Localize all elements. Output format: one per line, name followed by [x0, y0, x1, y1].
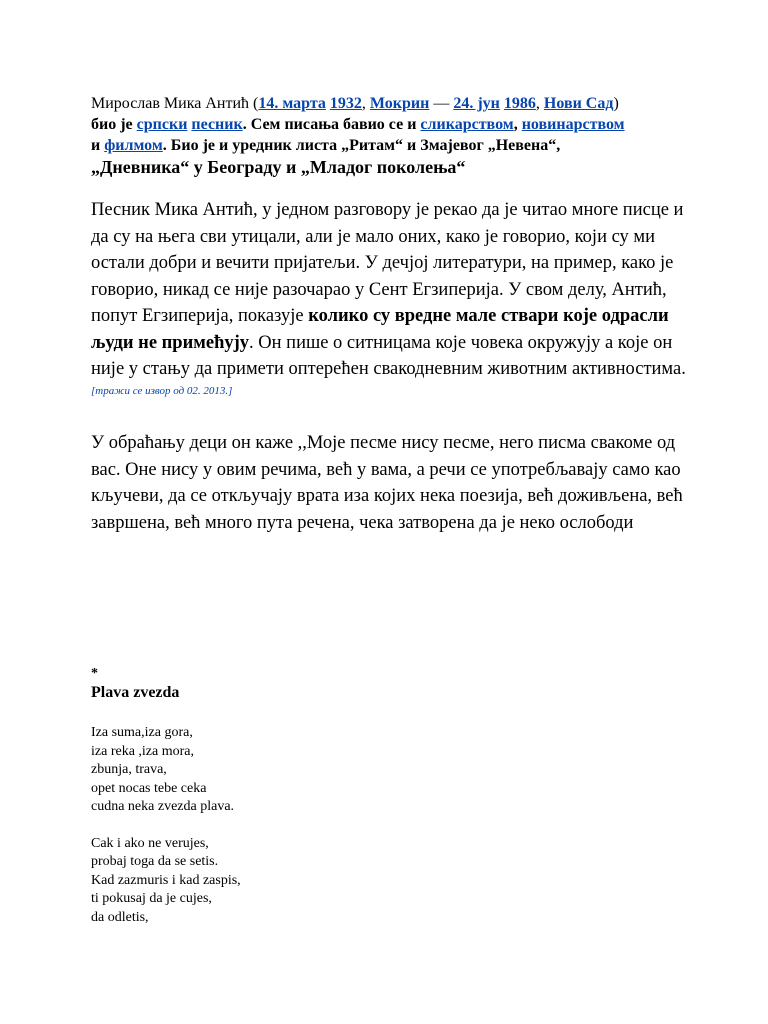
- poem-line: iza reka ,iza mora,: [91, 743, 194, 759]
- link-birth-year[interactable]: 1932: [329, 95, 362, 112]
- section-star: *: [91, 666, 98, 681]
- poem-line: Iza suma,iza gora,: [91, 725, 193, 740]
- intro-line-1: Мирослав Мика Антић (14. марта 1932, Мокрин — 24. јун 1986, Нови Сад): [91, 95, 619, 112]
- paragraph-quote: У обраћању деци он каже ,,Моје песме нису песме, него писма свакоме од вас. Оне нису у овим речима, већ у вама, а речи се употребљавају само као кључеви, да се откључају врата иза којих нека поезија, већ доживљена, већ завршена, већ много пута речена, чека затворена да је неко ослободи: [91, 433, 683, 533]
- intro-paragraph: [91, 93, 691, 179]
- poem-line: cudna neka zvezda plava.: [91, 799, 235, 814]
- link-death-date[interactable]: 24. јун: [453, 95, 500, 112]
- link-profession[interactable]: песник: [191, 116, 243, 133]
- link-birth-date[interactable]: 14. марта: [258, 95, 326, 112]
- author-name: Мирослав Мика Антић: [91, 95, 250, 112]
- link-death-place[interactable]: Нови Сад: [543, 95, 614, 112]
- intro-line-4: „Дневника“ у Београду и „Младог поколења“: [91, 157, 466, 177]
- poem-line: Cak i ako ne verujes,: [91, 835, 209, 851]
- emphasis-text: колико су вредне мале ствари које одрасли људи не примећују: [91, 306, 669, 353]
- link-birth-place[interactable]: Мокрин: [369, 95, 430, 112]
- link-painting[interactable]: сликарством: [420, 116, 514, 133]
- link-nationality[interactable]: српски: [136, 116, 188, 133]
- link-journalism[interactable]: новинарством: [521, 116, 625, 133]
- poem-line: ti pokusaj da je cujes,: [91, 891, 212, 906]
- poem-line: probaj toga da se setis.: [91, 854, 219, 869]
- poem-line: da odletis,: [91, 909, 149, 925]
- intro-line-2: био је српски песник. Сем писања бавио се и сликарством, новинарством: [91, 116, 625, 133]
- poem-line: opet nocas tebe ceka: [91, 780, 207, 796]
- poem-line: Kad zazmuris i kad zaspis,: [91, 872, 241, 888]
- paragraph-influences: Песник Мика Антић, у једном разговору је рекао да је читао многе писце и да су на њега сви утицали, али је мало оних, како је говорио, који су ми остали добри и вечити пријатељи. У дечјој литератури, на пример, како је говорио, никад се није разочарао у Сент Егзиперија. У свом делу, Антић, попут Егзиперија, показује колико су вредне мале ствари које одрасли људи не примећују. Он пише о ситницама које човека окружују а које он није у стању да примети оптерећен свакодневним животним активностима.[тражи се извор од 02. 2013.]: [91, 200, 686, 397]
- poem-title: Plava zvezda: [91, 684, 180, 701]
- poem-line: zbunja, trava,: [91, 762, 167, 777]
- intro-line-3: и филмом. Био је и уредник листа „Ритам“ и Змајевог „Невена“,: [91, 137, 561, 154]
- stanza-gap: [91, 817, 241, 835]
- citation-needed-link[interactable]: [тражи се извор од 02. 2013.]: [91, 384, 233, 397]
- poem-body: [91, 724, 241, 927]
- link-death-year[interactable]: 1986: [503, 95, 536, 112]
- link-film[interactable]: филмом: [104, 137, 163, 154]
